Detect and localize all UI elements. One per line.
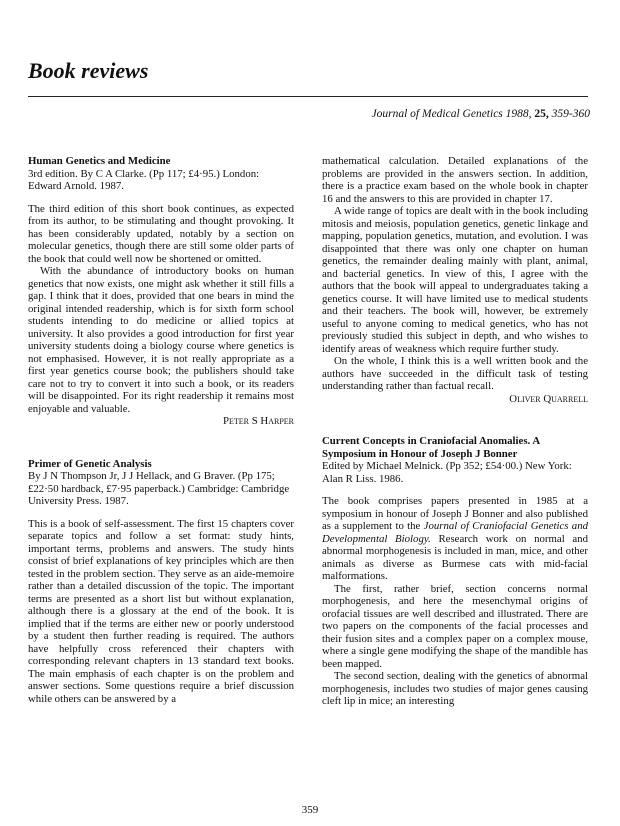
paragraph-text: Research work on normal and abnormal morphogenesis is included in man, mice, and other animals as diverse as Burmese cats with mid-facial malformations. (322, 532, 588, 582)
journal-title-italic: Journal of Craniofacial Genetics and Developmental Biology. (322, 520, 588, 545)
review-title: Current Concepts in Craniofacial Anomalies. A Symposium in Honour of Joseph J Bonner (322, 435, 540, 460)
review-title: Human Genetics and Medicine (28, 155, 171, 167)
review-paragraph: A wide range of topics are dealt with in the book including mitosis and meiosis, population genetics, genetic linkage and mapping, population genetics, mutation, and evolution. I was disappointed that there was only one chapter on human genetics, the remainder dealing mainly with plant, animal, and bacterial genetics. In view of this, I agree with the authors that the book will appeal to undergraduates taking a genetics course. It will have limited use to medical students and their teachers. The book will, however, be extremely useful to anyone coming to medical genetics, who has not previously studied this subject in depth, and who wishes to identify areas of weakness which require further study. (322, 205, 588, 355)
header-rule (28, 96, 588, 97)
paragraph-text: The book comprises papers presented in 1985 at a symposium in honour of Joseph J Bonner and also published as a supplement to the (322, 495, 588, 532)
right-column (322, 155, 588, 708)
review-paragraph: The first, rather brief, section concerns normal morphogenesis, and here the mesenchymal origins of orofacial tissues are well described and illustrated. There are two papers on the components of the facial processes and their fusion sites and a complex paper on a complex mouse, where a single gene modifying the shape of the mandible has been mapped. (322, 582, 588, 670)
review-header (28, 458, 294, 508)
reviewer-name: Oliver Quarrell (509, 392, 588, 405)
reviewer-name: Peter S Harper (223, 415, 294, 427)
journal-volume: 25, (534, 108, 549, 120)
review-details: Edited by Michael Melnick. (Pp 352; £54·00.) New York: Alan R Liss. 1986. (322, 460, 572, 485)
review-header (322, 435, 588, 485)
review-details: 3rd edition. By C A Clarke. (Pp 117; £4·95.) London: Edward Arnold. 1987. (28, 167, 260, 192)
journal-year: 1988, (505, 108, 532, 120)
journal-name: Journal of Medical Genetics (371, 108, 503, 120)
review-paragraph: The second section, dealing with the genetics of abnormal morphogenesis, includes two studies of major genes causing cleft lip in mice; an interesting (322, 670, 588, 707)
review-paragraph: With the abundance of introductory books on human genetics that now exists, one might ask whether it still fills a gap. I think that it does, provided that one bears in mind the original intended readership, which is for sixth form school students intending to do medicine or allied topics at university. It also provides a good introduction for first year university students doing a biology course where genetics is not emphasised. However, it is not really appropriate as a first year genetics course book; the publishers should take care not to try to convert it into such a book, or its readers will be disappointed. For its right readership it remains most enjoyable and valuable. (28, 265, 294, 415)
journal-pages: 359-360 (551, 108, 590, 120)
review-paragraph: This is a book of self-assessment. The first 15 chapters cover separate topics and follow a set format: study hints, important terms, problems and answers. The study hints consist of brief explanations of key principles which are then tested in the problem section. They serve as an aide-memoire rather than a detailed discussion of the topic. The important terms are presented as a short list but without explanation, although there is a glossary at the end of the book. It is implied that if the terms are either new or poorly understood by a student then further reading is required. The authors have helpfully cross referenced their chapters with corresponding relevant chapters in 13 standard text books. The main emphasis of each chapter is on the problem and answer sections. Some questions require a brief discussion while others can be answered by a (28, 517, 294, 705)
review-paragraph (322, 495, 588, 583)
review-details: By J N Thompson Jr, J J Hellack, and G Braver. (Pp 175; £22·50 hardback, £7·95 paperback.) Cambridge: Cambridge University Press. 1987. (28, 470, 290, 507)
section-title: Book reviews (28, 58, 149, 83)
review-paragraph: On the whole, I think this is a well written book and the authors have succeeded in the difficult task of testing understanding rather than factual recall. (322, 355, 588, 392)
left-column (28, 155, 294, 705)
review-header (28, 155, 294, 193)
page-number: 359 (301, 804, 319, 816)
review-paragraph: mathematical calculation. Detailed explanations of the problems are provided in the answers section. In addition, there is a practice exam based on the whole book in chapter 16 and the answers to this are provided in chapter 17. (322, 155, 588, 205)
review-title: Primer of Genetic Analysis (28, 457, 152, 470)
review-paragraph: The third edition of this short book continues, as expected from its author, to be stimulating and thought provoking. It has been considerably updated, notably by a section on molecular genetics, though there are still some older parts of the book that could well now be shortened or omitted. (28, 202, 294, 265)
journal-citation (372, 108, 590, 120)
